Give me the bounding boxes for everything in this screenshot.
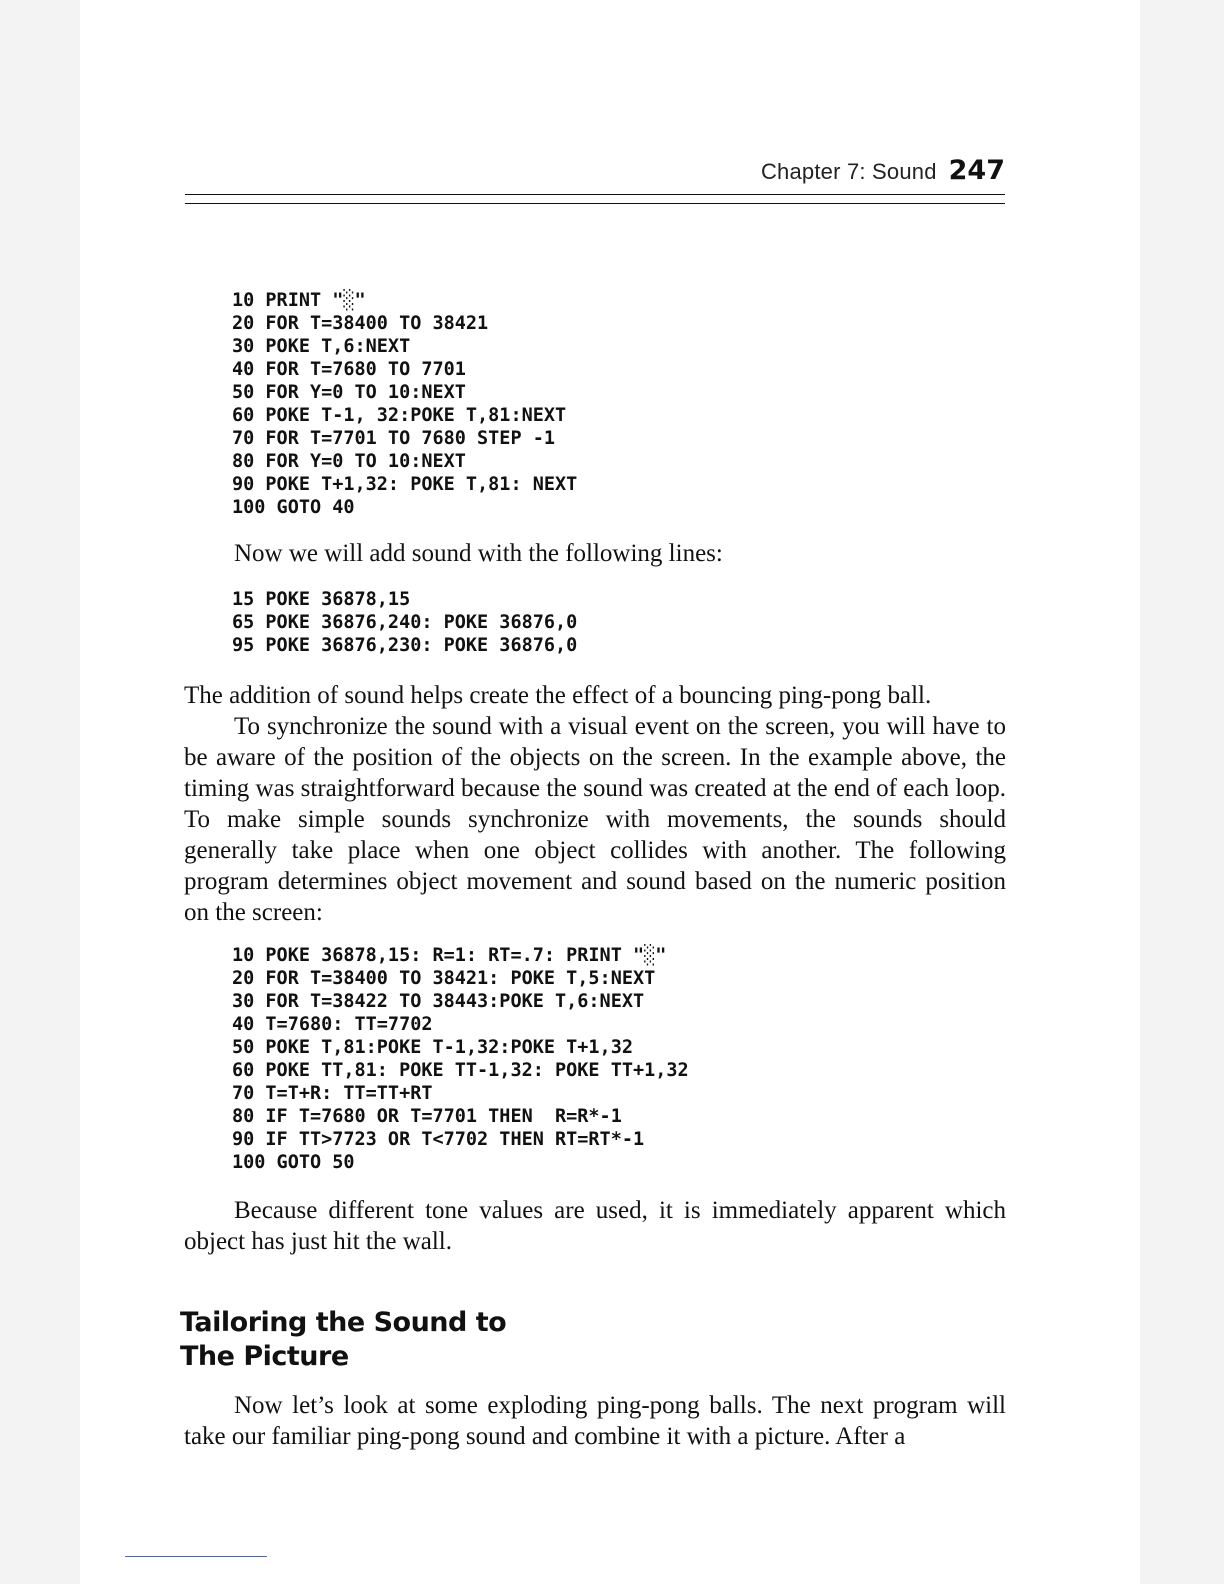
code-line: 90 POKE T+1,32: POKE T,81: NEXT (232, 474, 578, 495)
code-line: 10 PRINT "░" (232, 290, 366, 311)
code-line: 90 IF TT>7723 OR T<7702 THEN RT=RT*-1 (232, 1129, 645, 1150)
code-line: 50 POKE T,81:POKE T-1,32:POKE T+1,32 (232, 1037, 633, 1058)
body-text-block (184, 680, 1006, 928)
code-line: 95 POKE 36876,230: POKE 36876,0 (232, 635, 578, 656)
paragraph-exploding: Now let’s look at some exploding ping-pong balls. The next program will take our familiar ping-pong sound and combine it with a picture. After a (184, 1392, 1006, 1450)
code-line: 50 FOR Y=0 TO 10:NEXT (232, 382, 466, 403)
code-line: 70 T=T+R: TT=TT+RT (232, 1083, 433, 1104)
section-heading (180, 1306, 506, 1374)
code-line: 80 FOR Y=0 TO 10:NEXT (232, 451, 466, 472)
paragraph-exploding-block (184, 1390, 1006, 1452)
paragraph-bouncing: The addition of sound helps create the effect of a bouncing ping-pong ball. (184, 682, 932, 709)
section-heading-line-2: The Picture (180, 1341, 349, 1372)
code-line: 20 FOR T=38400 TO 38421: POKE T,5:NEXT (232, 968, 656, 989)
paragraph-synchronize: To synchronize the sound with a visual event on the screen, you will have to be aware of the position of the objects on the screen. In the example above, the timing was straightforward because the sound was created at the end of each loop. To make simple sounds synchronize with movements, the sounds should generally take place when one object collides with another. The following program determines object movement and sound based on the numeric position on the screen: (184, 713, 1006, 926)
code-listing-2 (232, 588, 577, 657)
scan-edge-mark (125, 1556, 267, 1557)
code-line: 70 FOR T=7701 TO 7680 STEP -1 (232, 428, 556, 449)
code-line: 80 IF T=7680 OR T=7701 THEN R=R*-1 (232, 1106, 622, 1127)
code-line: 65 POKE 36876,240: POKE 36876,0 (232, 612, 578, 633)
code-line: 20 FOR T=38400 TO 38421 (232, 313, 489, 334)
page-number: 247 (948, 155, 1005, 186)
code-line: 15 POKE 36878,15 (232, 589, 411, 610)
paragraph-text: Now we will add sound with the following lines: (234, 540, 723, 567)
code-line: 10 POKE 36878,15: R=1: RT=.7: PRINT "░" (232, 945, 667, 966)
code-line: 60 POKE T-1, 32:POKE T,81:NEXT (232, 405, 567, 426)
paragraph-tone-values: Because different tone values are used, it is immediately apparent which object has just hit the wall. (184, 1197, 1006, 1255)
code-line: 30 POKE T,6:NEXT (232, 336, 411, 357)
code-line: 40 T=7680: TT=7702 (232, 1014, 433, 1035)
code-line: 40 FOR T=7680 TO 7701 (232, 359, 466, 380)
code-line: 30 FOR T=38422 TO 38443:POKE T,6:NEXT (232, 991, 645, 1012)
code-line: 100 GOTO 50 (232, 1152, 355, 1173)
section-heading-line-1: Tailoring the Sound to (180, 1307, 507, 1338)
header-rule-top (185, 194, 1005, 195)
running-head: Chapter 7: Sound (760, 159, 937, 184)
header-rule-bottom (185, 203, 1005, 204)
paragraph-intro-sound (234, 538, 1006, 569)
paragraph-tone-values-block (184, 1195, 1006, 1257)
code-listing-3 (232, 944, 689, 1174)
code-line: 100 GOTO 40 (232, 497, 355, 518)
code-line: 60 POKE TT,81: POKE TT-1,32: POKE TT+1,32 (232, 1060, 689, 1081)
code-listing-1 (232, 289, 577, 519)
page-header (185, 155, 1005, 185)
